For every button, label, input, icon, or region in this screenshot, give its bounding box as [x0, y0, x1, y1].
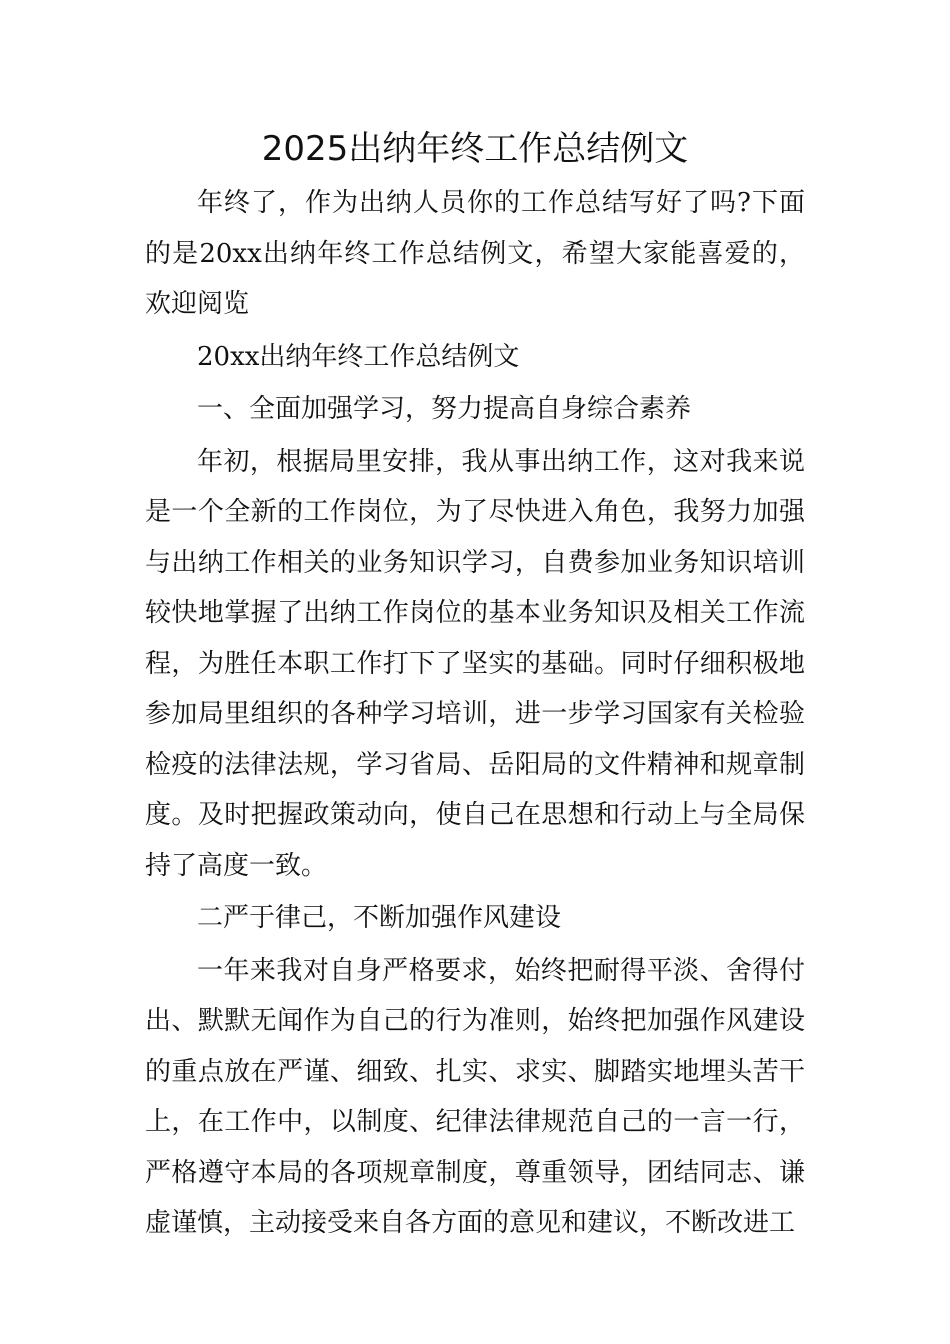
subtitle-heading: 20xx出纳年终工作总结例文: [197, 341, 520, 372]
document-title: 2025出纳年终工作总结例文: [261, 129, 689, 169]
section-paragraph-2: 一年来我对自身严格要求，始终把耐得平淡、舍得付出、默默无闻作为自己的行为准则，始终把加强作风建设的重点放在严谨、细致、扎实、求实、脚踏实地埋头苦干上，在工作中，以制度、纪律法律规范自己的一言一行，严格遵守本局的各项规章制度，尊重领导，团结同志、谦虚谨慎，主动接受来自各方面的意见和建议，不断改进工: [145, 955, 805, 1238]
document-body: [145, 178, 805, 1249]
section-heading-2: 二严于律己，不断加强作风建设: [197, 903, 562, 933]
section-paragraph-1: 年初，根据局里安排，我从事出纳工作，这对我来说是一个全新的工作岗位，为了尽快进入角色，我努力加强与出纳工作相关的业务知识学习，自费参加业务知识培训较快地掌握了出纳工作岗位的基本业务知识及相关工作流程，为胜任本职工作打下了坚实的基础。同时仔细积极地参加局里组织的各种学习培训，进一步学习国家有关检验检疫的法律法规，学习省局、岳阳局的文件精神和规章制度。及时把握政策动向，使自己在思想和行动上与全局保持了高度一致。: [145, 446, 805, 881]
intro-paragraph: 年终了，作为出纳人员你的工作总结写好了吗?下面的是20xx出纳年终工作总结例文，希望大家能喜爱的，欢迎阅览: [145, 188, 805, 319]
section-heading-1: 一、全面加强学习，努力提高自身综合素养: [197, 394, 692, 424]
